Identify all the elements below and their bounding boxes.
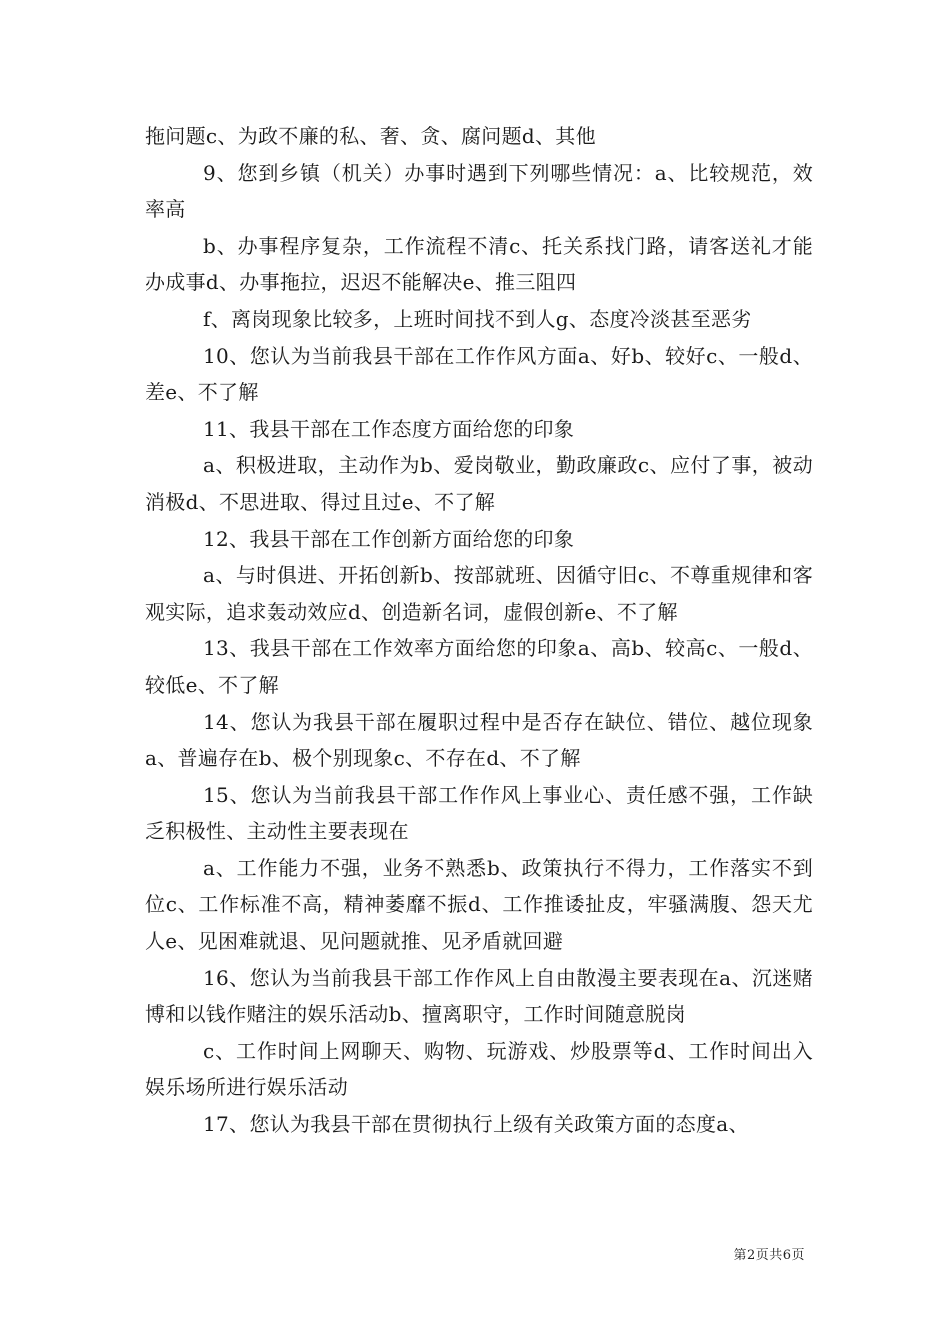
paragraph-16: 17、您认为我县干部在贯彻执行上级有关政策方面的态度a、 (203, 1112, 749, 1137)
paragraph-10: 13、我县干部在工作效率方面给您的印象a、高b、较高c、一般d、较低e、不了解 (145, 636, 813, 697)
paragraph-9: a、与时俱进、开拓创新b、按部就班、因循守旧c、不尊重规律和客观实际，追求轰动效应d、创造新名词，虚假创新e、不了解 (145, 563, 813, 624)
paragraph-3: b、办事程序复杂，工作流程不清c、托关系找门路，请客送礼才能办成事d、办事拖拉，迟迟不能解决e、推三阻四 (145, 233, 813, 295)
document-body (145, 118, 813, 1143)
page-number-footer: 第2页共6页 (733, 1248, 805, 1263)
paragraph-5: 10、您认为当前我县干部在工作作风方面a、好b、较好c、一般d、差e、不了解 (145, 343, 813, 405)
paragraph-2: 9、您到乡镇（机关）办事时遇到下列哪些情况：a、比较规范，效率高 (145, 160, 813, 222)
paragraph-4: f、离岗现象比较多，上班时间找不到人g、态度冷淡甚至恶劣 (203, 306, 752, 331)
paragraph-1: 拖问题c、为政不廉的私、奢、贪、腐问题d、其他 (145, 124, 596, 148)
paragraph-15: c、工作时间上网聊天、购物、玩游戏、炒股票等d、工作时间出入娱乐场所进行娱乐活动 (145, 1038, 813, 1100)
paragraph-11: 14、您认为我县干部在履职过程中是否存在缺位、错位、越位现象a、普遍存在b、极个别现象c、不存在d、不了解 (145, 709, 813, 771)
paragraph-13: a、工作能力不强，业务不熟悉b、政策执行不得力，工作落实不到位c、工作标准不高，精神萎靡不振d、工作推诿扯皮，牢骚满腹、怨天尤人e、见困难就退、见问题就推、见矛盾就回避 (145, 855, 813, 954)
paragraph-6: 11、我县干部在工作态度方面给您的印象 (203, 416, 575, 441)
paragraph-14: 16、您认为当前我县干部工作作风上自由散漫主要表现在a、沉迷赌博和以钱作赌注的娱乐活动b、擅离职守，工作时间随意脱岗 (145, 965, 813, 1027)
paragraph-12: 15、您认为当前我县干部工作作风上事业心、责任感不强，工作缺乏积极性、主动性主要表现在 (145, 782, 813, 844)
paragraph-8: 12、我县干部在工作创新方面给您的印象 (203, 526, 575, 551)
paragraph-7: a、积极进取，主动作为b、爱岗敬业，勤政廉政c、应付了事，被动消极d、不思进取、得过且过e、不了解 (145, 453, 813, 514)
